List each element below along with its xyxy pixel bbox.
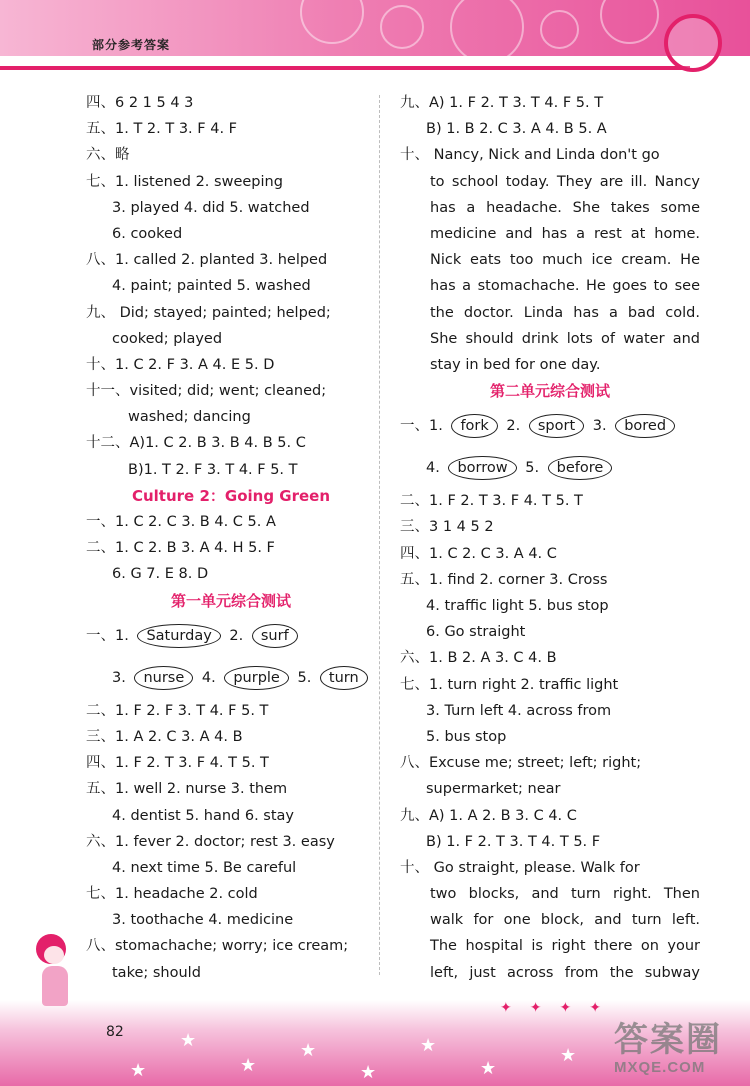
answer-line: take; should xyxy=(112,964,201,981)
passage-line: The hospital is right there on your xyxy=(430,938,700,955)
answer-line: 七、1. headache 2. cold xyxy=(86,886,258,903)
star-icon: ★ xyxy=(240,1055,257,1076)
circled-word: turn xyxy=(320,666,368,690)
page-header xyxy=(0,0,750,72)
item-number: 5. xyxy=(525,460,540,477)
circled-answers-row xyxy=(86,614,376,658)
answer-line: 十、1. C 2. F 3. A 4. E 5. D xyxy=(86,356,275,373)
answer-line: 四、1. F 2. T 3. F 4. T 5. T xyxy=(86,755,269,772)
circled-word: bored xyxy=(615,414,675,438)
passage-line: walk for one block, and turn left. xyxy=(430,912,700,929)
answer-line: B) 1. B 2. C 3. A 4. B 5. A xyxy=(426,121,607,138)
answer-line: 八、Excuse me; street; left; right; xyxy=(400,755,642,772)
answer-line: 4. dentist 5. hand 6. stay xyxy=(112,807,294,824)
section-heading-unit2: 第二单元综合测试 xyxy=(489,382,610,401)
item-number: 一、1. xyxy=(400,418,443,435)
header-ring-decor xyxy=(664,14,722,72)
answer-line: B) 1. F 2. T 3. T 4. T 5. F xyxy=(426,833,601,850)
answer-line: 一、1. C 2. C 3. B 4. C 5. A xyxy=(86,514,276,530)
watermark-text: 答案圈 xyxy=(614,1021,722,1059)
circled-word: Saturday xyxy=(137,624,220,648)
answer-line: 四、1. C 2. C 3. A 4. C xyxy=(400,545,557,562)
item-number: 5. xyxy=(297,669,312,686)
answer-line: 3. toothache 4. medicine xyxy=(112,912,294,929)
watermark xyxy=(614,1020,744,1080)
answer-line: 四、6 2 1 5 4 3 xyxy=(86,95,194,111)
passage-line: has a stomachache. He goes to see xyxy=(430,278,700,295)
answer-line: 二、1. F 2. F 3. T 4. F 5. T xyxy=(86,702,269,719)
passage-line: medicine and has a rest at home. xyxy=(430,225,700,242)
star-icon: ★ xyxy=(300,1040,317,1061)
item-number: 3. xyxy=(112,669,126,686)
decor-bubble xyxy=(600,0,659,44)
circled-word: surf xyxy=(252,624,298,648)
passage-line: the doctor. Linda has a bad cold. xyxy=(430,304,700,321)
item-number: 2. xyxy=(229,627,244,644)
answer-line: supermarket; near xyxy=(426,781,561,798)
star-icon: ★ xyxy=(180,1030,197,1051)
page-number: 82 xyxy=(106,1024,124,1040)
answer-line: 六、1. B 2. A 3. C 4. B xyxy=(400,650,557,667)
circled-word: fork xyxy=(451,414,497,438)
star-icon: ★ xyxy=(130,1060,147,1081)
section-heading-unit1: 第一单元综合测试 xyxy=(170,591,291,610)
answer-line: 八、1. called 2. planted 3. helped xyxy=(86,252,328,269)
answer-line: 五、1. find 2. corner 3. Cross xyxy=(400,571,608,588)
section-heading-culture: Culture 2：Going Green xyxy=(131,486,331,505)
answer-line: B)1. T 2. F 3. T 4. F 5. T xyxy=(128,461,298,478)
answer-line: 5. bus stop xyxy=(426,728,507,745)
circled-answers-row xyxy=(400,404,700,448)
passage-line: She should drink lots of water and xyxy=(430,330,700,347)
circled-word: borrow xyxy=(448,456,516,480)
passage-line: left, just across from the subway xyxy=(430,964,700,981)
answer-line: washed; dancing xyxy=(128,409,251,426)
answer-line: 6. G 7. E 8. D xyxy=(112,566,209,583)
answer-line: cooked; played xyxy=(112,330,223,347)
star-icon: ★ xyxy=(360,1062,377,1083)
decor-bubble xyxy=(300,0,364,44)
answer-line: 4. next time 5. Be careful xyxy=(112,859,297,876)
answer-line: 6. Go straight xyxy=(426,624,526,641)
item-number: 一、1. xyxy=(86,627,129,644)
answer-line: 九、A) 1. A 2. B 3. C 4. C xyxy=(400,807,577,824)
passage-line: has a headache. She takes some xyxy=(430,199,700,216)
star-icon: ★ xyxy=(560,1045,577,1066)
answer-line: 6. cooked xyxy=(112,225,183,242)
answer-line: 十、 Go straight, please. Walk for xyxy=(400,859,640,876)
answer-column-left xyxy=(86,90,376,986)
column-divider xyxy=(379,95,380,975)
answer-line: 六、1. fever 2. doctor; rest 3. easy xyxy=(86,833,335,850)
answer-line: 三、1. A 2. C 3. A 4. B xyxy=(86,728,243,745)
passage-line: Nick eats too much ice cream. He xyxy=(430,252,700,269)
answer-line: 二、1. F 2. T 3. F 4. T 5. T xyxy=(400,493,583,510)
item-number: 2. xyxy=(506,418,521,435)
decor-bubble xyxy=(450,0,524,64)
answer-line: 3. Turn left 4. across from xyxy=(426,702,612,719)
circled-answers-row xyxy=(86,658,376,698)
passage-line: to school today. They are ill. Nancy xyxy=(430,173,700,190)
answer-line: 九、 Did; stayed; painted; helped; xyxy=(86,304,331,321)
answer-line: 七、1. listened 2. sweeping xyxy=(86,173,283,190)
answer-line: 五、1. T 2. T 3. F 4. F xyxy=(86,121,237,138)
passage-line: stay in bed for one day. xyxy=(430,356,601,373)
circled-word: before xyxy=(548,456,613,480)
decor-bubble xyxy=(540,10,579,49)
answer-line: 3. played 4. did 5. watched xyxy=(112,199,310,216)
answer-line: 六、略 xyxy=(86,147,130,164)
circled-word: purple xyxy=(224,666,289,690)
answer-line: 五、1. well 2. nurse 3. them xyxy=(86,781,288,798)
answer-line: 九、A) 1. F 2. T 3. T 4. F 5. T xyxy=(400,95,604,111)
answer-line: 十一、visited; did; went; cleaned; xyxy=(86,383,327,400)
item-number: 3. xyxy=(592,418,607,435)
answer-line: 二、1. C 2. B 3. A 4. H 5. F xyxy=(86,540,275,557)
item-number: 4. xyxy=(201,669,216,686)
answer-line: 4. paint; painted 5. washed xyxy=(112,278,311,295)
answer-line: 十、 Nancy, Nick and Linda don't go xyxy=(400,147,660,164)
girl-body-decor xyxy=(42,966,68,1006)
answer-column-right xyxy=(400,90,700,986)
header-title: 部分参考答案 xyxy=(92,38,171,52)
decor-bubble xyxy=(380,5,424,49)
answer-line: 4. traffic light 5. bus stop xyxy=(426,598,609,614)
star-icon: ★ xyxy=(480,1058,497,1079)
answer-line: 七、1. turn right 2. traffic light xyxy=(400,676,619,693)
passage-line: two blocks, and turn right. Then xyxy=(430,886,700,903)
circled-word: sport xyxy=(529,414,584,438)
girl-face-decor xyxy=(44,946,64,964)
answer-line: 十二、A)1. C 2. B 3. B 4. B 5. C xyxy=(86,435,306,452)
circled-answers-row xyxy=(400,448,700,488)
answer-line: 三、3 1 4 5 2 xyxy=(400,519,494,536)
item-number: 4. xyxy=(426,460,440,477)
bird-decor-icon: ✦✦✦✦ xyxy=(500,1000,619,1016)
watermark-url: MXQE.COM xyxy=(614,1059,706,1076)
answer-line: 八、stomachache; worry; ice cream; xyxy=(86,938,349,955)
star-icon: ★ xyxy=(420,1035,437,1056)
circled-word: nurse xyxy=(134,666,193,690)
header-rule xyxy=(0,66,690,70)
